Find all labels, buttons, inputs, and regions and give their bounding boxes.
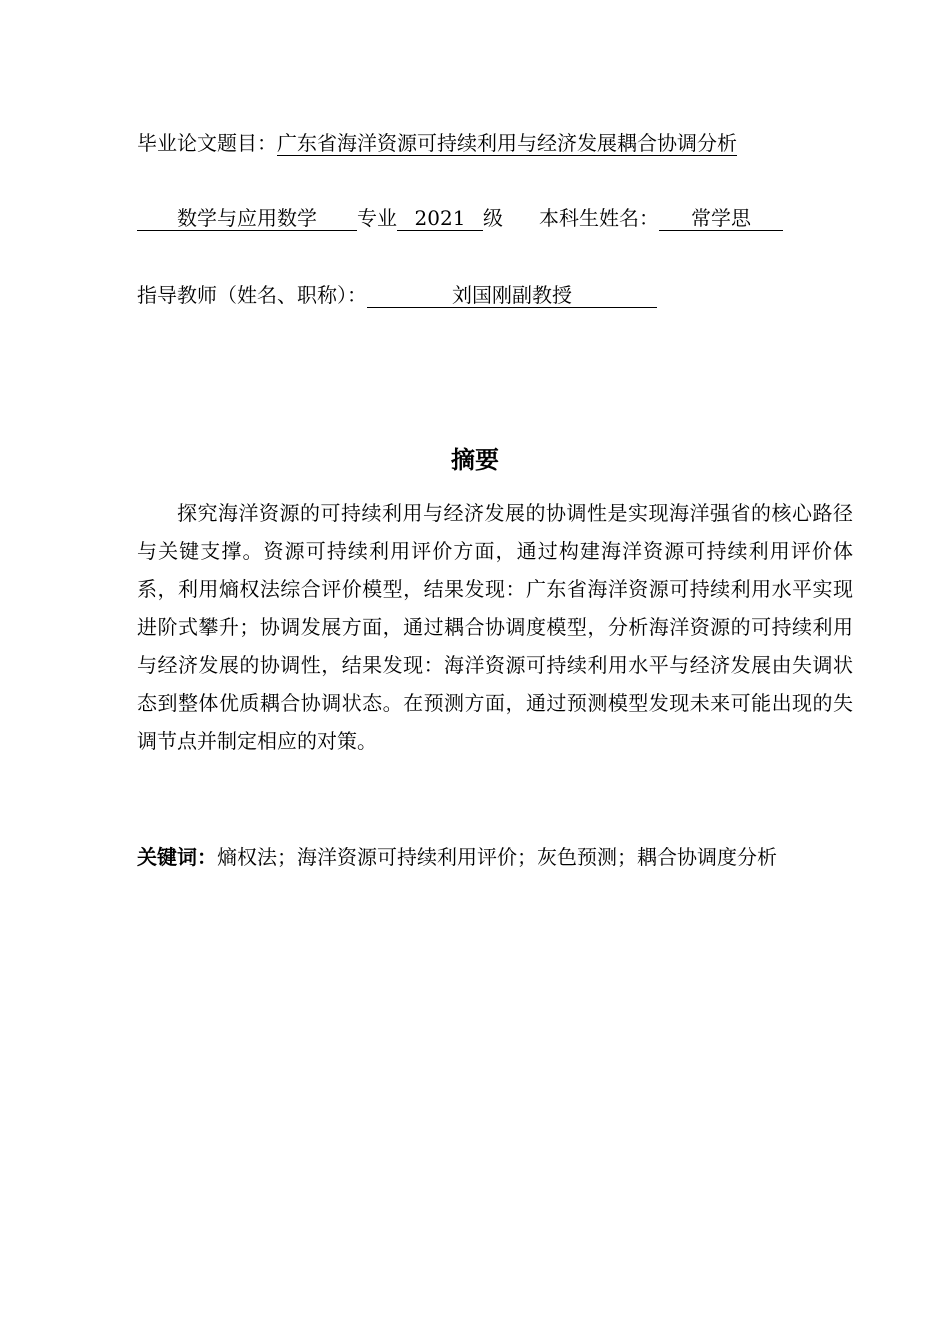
thesis-title-label: 毕业论文题目： bbox=[137, 131, 277, 155]
keywords-paragraph bbox=[137, 838, 853, 876]
thesis-title-row bbox=[137, 130, 737, 156]
grade-value: 2021 bbox=[397, 206, 483, 231]
student-name-label: 本科生姓名： bbox=[539, 206, 659, 230]
major-suffix: 专业 bbox=[357, 206, 397, 230]
keywords-value: 熵权法；海洋资源可持续利用评价；灰色预测；耦合协调度分析 bbox=[217, 845, 777, 869]
thesis-title-value: 广东省海洋资源可持续利用与经济发展耦合协调分析 bbox=[277, 131, 737, 155]
grade-suffix: 级 bbox=[483, 206, 503, 230]
advisor-value: 刘国刚副教授 bbox=[367, 283, 657, 308]
student-name-value: 常学思 bbox=[659, 206, 783, 231]
keywords-label: 关键词： bbox=[137, 845, 217, 869]
abstract-body: 探究海洋资源的可持续利用与经济发展的协调性是实现海洋强省的核心路径与关键支撑。资源可持续利用评价方面，通过构建海洋资源可持续利用评价体系，利用熵权法综合评价模型，结果发现：广东省海洋资源可持续利用水平实现进阶式攀升；协调发展方面，通过耦合协调度模型，分析海洋资源的可持续利用与经济发展的协调性，结果发现：海洋资源可持续利用水平与经济发展由失调状态到整体优质耦合协调状态。在预测方面，通过预测模型发现未来可能出现的失调节点并制定相应的对策。 bbox=[137, 501, 853, 753]
abstract-heading: 摘要 bbox=[451, 446, 499, 474]
advisor-label: 指导教师（姓名、职称）： bbox=[137, 283, 367, 307]
major-value: 数学与应用数学 bbox=[137, 206, 357, 231]
student-info-row bbox=[137, 205, 783, 231]
advisor-row bbox=[137, 282, 657, 308]
